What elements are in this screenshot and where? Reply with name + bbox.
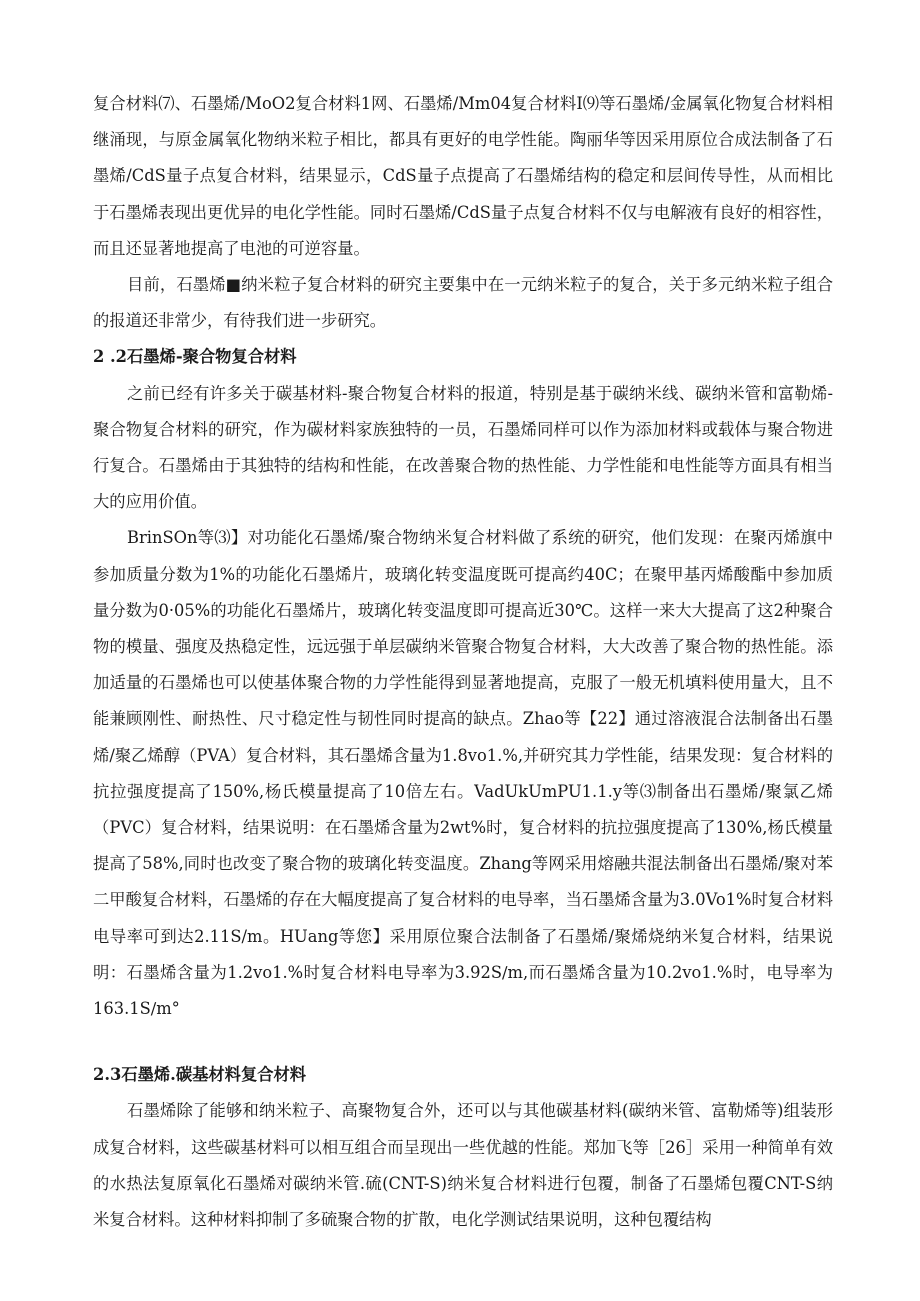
paragraph-polymer-studies: BrinSOn等⑶】对功能化石墨烯/聚合物纳米复合材料做了系统的研究，他们发现：在聚丙烯旗中参加质量分数为1%的功能化石墨烯片，玻璃化转变温度既可提高约40C；在聚甲基丙烯酸酯中参加质量分数为0·05%的功能化石墨烯片，玻璃化转变温度即可提高近30℃。这样一来大大提高了这2种聚合物的模量、强度及热稳定性，远远强于单层碳纳米管聚合物复合材料，大大改善了聚合物的热性能。添加适量的石墨烯也可以使基体聚合物的力学性能得到显著地提高，克服了一般无机填料使用量大，且不能兼顾刚性、耐热性、尺寸稳定性与韧性同时提高的缺点。Zhao等【22】通过溶液混合法制备出石墨烯/聚乙烯醇（PVA）复合材料，其石墨烯含量为1.8vo1.%,并研究其力学性能，结果发现：复合材料的抗拉强度提高了150%,杨氏模量提高了10倍左右。VadUkUmPU1.1.y等⑶制备出石墨烯/聚氯乙烯（PVC）复合材料，结果说明：在石墨烯含量为2wt%时，复合材料的抗拉强度提高了130%,杨氏模量提高了58%,同时也改变了聚合物的玻璃化转变温度。Zhang等网采用熔融共混法制备出石墨烯/聚对苯二甲酸复合材料，石墨烯的存在大幅度提高了复合材料的电导率，当石墨烯含量为3.0Vo1%时复合材料电导率可到达2.11S/m。HUang等您】采用原位聚合法制备了石墨烯/聚烯烧纳米复合材料，结果说明：石墨烯含量为1.2vo1.%时复合材料电导率为3.92S∕m,而石墨烯含量为10.2vo1.%时，电导率为163.1S∕m°	[93, 528, 833, 1019]
section-heading-2-3: 2.3石墨烯.碳基材料复合材料	[93, 1065, 307, 1085]
paragraph-carbon-composites: 石墨烯除了能够和纳米粒子、高聚物复合外，还可以与其他碳基材料(碳纳米管、富勒烯等)组装形成复合材料，这些碳基材料可以相互组合而呈现出一些优越的性能。郑加飞等［26］采用一种简单有效的水热法复原氧化石墨烯对碳纳米管.硫(CNT-S)纳米复合材料进行包覆，制备了石墨烯包覆CNT-S纳米复合材料。这种材料抑制了多硫聚合物的扩散，电化学测试结果说明，这种包覆结构	[93, 1101, 833, 1230]
paragraph-metal-oxide-composites: 复合材料⑺、石墨烯/MoO2复合材料1网、石墨烯/Mm04复合材料I⑼等石墨烯/金属氧化物复合材料相继涌现，与原金属氧化物纳米粒子相比，都具有更好的电学性能。陶丽华等因采用原位合成法制备了石墨烯/CdS量子点复合材料，结果显示，CdS量子点提高了石墨烯结构的稳定和层间传导性，从而相比于石墨烯表现出更优异的电化学性能。同时石墨烯/CdS量子点复合材料不仅与电解液有良好的相容性，而且还显著地提高了电池的可逆容量。	[93, 94, 833, 258]
section-gap	[93, 1027, 833, 1057]
section-heading-2-2: 2 .2石墨烯-聚合物复合材料	[93, 347, 297, 367]
paragraph-polymer-intro: 之前已经有许多关于碳基材料-聚合物复合材料的报道，特别是基于碳纳米线、碳纳米管和富勒烯-聚合物复合材料的研究，作为碳材料家族独特的一员，石墨烯同样可以作为添加材料或载体与聚合物进行复合。石墨烯由于其独特的结构和性能，在改善聚合物的热性能、力学性能和电性能等方面具有相当大的应用价值。	[93, 383, 833, 512]
paragraph-nanoparticle-summary: 目前，石墨烯■纳米粒子复合材料的研究主要集中在一元纳米粒子的复合，关于多元纳米粒子组合的报道还非常少，有待我们进一步研究。	[93, 275, 833, 331]
document-page	[93, 86, 833, 1238]
